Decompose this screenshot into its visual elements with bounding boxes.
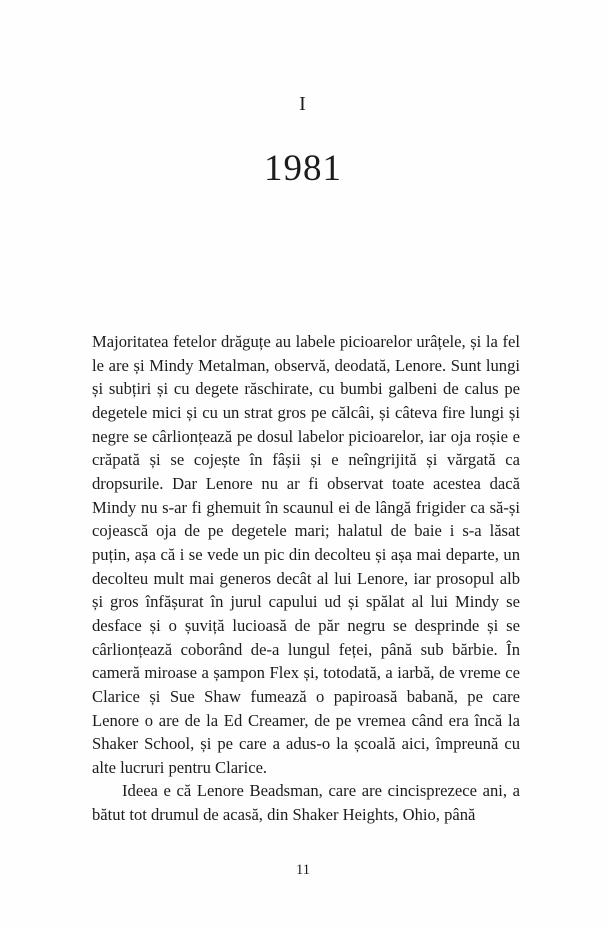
- page-number: 11: [296, 862, 310, 878]
- body-text: [92, 330, 520, 827]
- paragraph: Majoritatea fetelor drăguțe au labele picioarelor urâțele, și la fel le are și Mindy Metalman, observă, deodată, Lenore. Sunt lungi și subțiri și cu degete răschirate, cu bumbi galbeni de calus pe degetele mici și cu un strat gros pe călcâi, și câteva fire lungi și negre se cârlionțează pe dosul labelor picioarelor, iar oja roșie e crăpată și se cojește în fâșii și e neîngrijită și vărgată ca dropsurile. Dar Lenore nu ar fi observat toate acestea dacă Mindy nu s-ar fi ghemuit în scaunul ei de lângă frigider ca să-și cojească oja de pe degetele mari; halatul de baie i s-a lăsat puțin, așa că i se vede un pic din decolteu și așa mai departe, un decolteu mult mai generos decât al lui Lenore, iar prosopul alb și gros înfășurat în jurul capului ud și spălat al lui Mindy se desface și o șuviță lucioasă de păr negru se desprinde și se cârlionțează coborând de-a lungul feței, până sub bărbie. În cameră miroase a șampon Flex și, totodată, a iarbă, de vreme ce Clarice și Sue Shaw fumează o papiroasă babană, pe care Lenore o are de la Ed Creamer, de pe vremea când era încă la Shaker School, și pe care a adus-o la școală aici, împreună cu alte lucruri pentru Clarice.: [92, 332, 520, 777]
- chapter-title: 1981: [264, 148, 342, 189]
- chapter-number: I: [299, 93, 307, 115]
- paragraph: Ideea e că Lenore Beadsman, care are cincisprezece ani, a bătut tot drumul de acasă, din Shaker Heights, Ohio, până: [92, 781, 520, 825]
